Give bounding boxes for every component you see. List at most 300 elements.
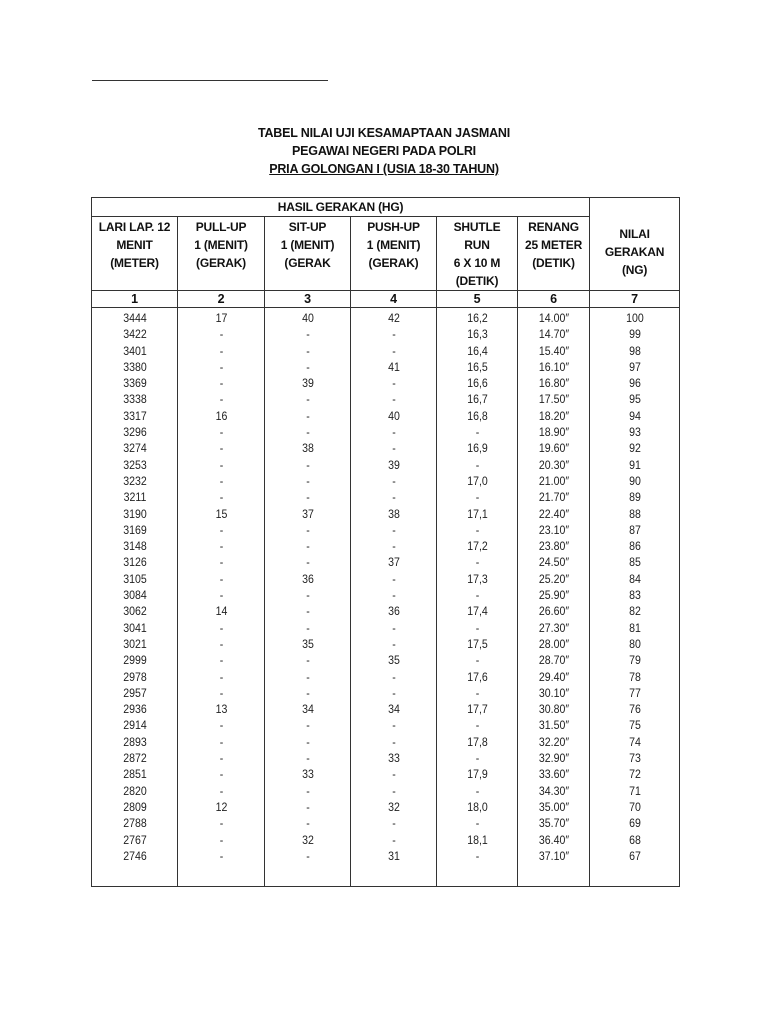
col2-label-1: PULL-UP (195, 220, 247, 234)
table-row (92, 636, 680, 652)
cell-shuttle-run: - (441, 848, 512, 864)
cell-pull-up: - (183, 440, 260, 456)
cell-sit-up: - (270, 343, 346, 359)
cell-lari: 3380 (97, 359, 173, 375)
column-header-renang (518, 217, 590, 291)
cell-push-up: 40 (356, 408, 432, 424)
table-row (92, 473, 680, 489)
score-table (91, 197, 680, 887)
table-row (92, 308, 680, 327)
cell-lari: 2851 (97, 766, 173, 782)
table-row (92, 359, 680, 375)
column-number: 4 (351, 291, 437, 308)
cell-shuttle-run: 16,2 (441, 308, 512, 327)
cell-sit-up: - (270, 620, 346, 636)
cell-renang: 20.30″ (522, 457, 585, 473)
cell-shuttle-run: 16,4 (441, 343, 512, 359)
cell-lari: 3401 (97, 343, 173, 359)
cell-lari: 2893 (97, 734, 173, 750)
table-row (92, 717, 680, 733)
cell-nilai: 74 (595, 734, 674, 750)
cell-shuttle-run: - (441, 587, 512, 603)
cell-pull-up: - (183, 815, 260, 831)
cell-shuttle-run: 17,3 (441, 571, 512, 587)
table-row (92, 766, 680, 782)
cell-lari: 3317 (97, 408, 173, 424)
cell-sit-up: - (270, 603, 346, 619)
empty-cell (595, 864, 674, 887)
col3-label-1: SIT-UP (288, 220, 327, 234)
cell-nilai: 94 (595, 408, 674, 424)
table-row (92, 489, 680, 505)
cell-push-up: - (356, 815, 432, 831)
cell-renang: 35.00″ (522, 799, 585, 815)
cell-shuttle-run: 16,5 (441, 359, 512, 375)
cell-nilai: 87 (595, 522, 674, 538)
cell-push-up: - (356, 832, 432, 848)
cell-shuttle-run: 17,2 (441, 538, 512, 554)
col6-label-3: (DETIK) (532, 256, 575, 270)
cell-sit-up: - (270, 815, 346, 831)
cell-shuttle-run: - (441, 457, 512, 473)
cell-renang: 33.60″ (522, 766, 585, 782)
cell-nilai: 83 (595, 587, 674, 603)
cell-nilai: 67 (595, 848, 674, 864)
cell-pull-up: - (183, 717, 260, 733)
cell-shuttle-run: - (441, 522, 512, 538)
cell-pull-up: - (183, 620, 260, 636)
cell-sit-up: - (270, 652, 346, 668)
column-number: 1 (92, 291, 178, 308)
cell-lari: 3148 (97, 538, 173, 554)
cell-renang: 26.60″ (522, 603, 585, 619)
column-number: 6 (518, 291, 590, 308)
cell-lari: 3084 (97, 587, 173, 603)
cell-shuttle-run: 17,1 (441, 506, 512, 522)
table-row (92, 457, 680, 473)
empty-cell (270, 864, 346, 887)
cell-nilai: 71 (595, 783, 674, 799)
cell-shuttle-run: 18,1 (441, 832, 512, 848)
cell-renang: 23.80″ (522, 538, 585, 554)
col4-label-3: (GERAK) (368, 256, 419, 270)
cell-nilai: 96 (595, 375, 674, 391)
cell-pull-up: - (183, 571, 260, 587)
cell-nilai: 99 (595, 326, 674, 342)
cell-sit-up: 39 (270, 375, 346, 391)
table-row (92, 391, 680, 407)
cell-push-up: 37 (356, 554, 432, 570)
cell-lari: 3062 (97, 603, 173, 619)
col2-label-2: 1 (MENIT) (194, 238, 248, 252)
cell-sit-up: - (270, 473, 346, 489)
cell-nilai: 90 (595, 473, 674, 489)
cell-shuttle-run: - (441, 783, 512, 799)
table-row (92, 848, 680, 864)
cell-sit-up: - (270, 685, 346, 701)
cell-sit-up: - (270, 326, 346, 342)
cell-shuttle-run: - (441, 554, 512, 570)
cell-push-up: - (356, 440, 432, 456)
col7-label-2: GERAKAN (604, 245, 665, 259)
cell-nilai: 72 (595, 766, 674, 782)
cell-sit-up: - (270, 799, 346, 815)
cell-push-up: - (356, 489, 432, 505)
cell-push-up: - (356, 669, 432, 685)
cell-lari: 2809 (97, 799, 173, 815)
cell-pull-up: - (183, 669, 260, 685)
cell-nilai: 79 (595, 652, 674, 668)
table-row (92, 815, 680, 831)
cell-nilai: 69 (595, 815, 674, 831)
table-row (92, 375, 680, 391)
cell-shuttle-run: 17,0 (441, 473, 512, 489)
cell-sit-up: - (270, 538, 346, 554)
table-row (92, 424, 680, 440)
cell-lari: 3296 (97, 424, 173, 440)
table-row (92, 440, 680, 456)
cell-lari: 3232 (97, 473, 173, 489)
cell-pull-up: - (183, 750, 260, 766)
table-bottom-padding (92, 864, 680, 887)
empty-cell (356, 864, 432, 887)
cell-nilai: 81 (595, 620, 674, 636)
cell-pull-up: - (183, 554, 260, 570)
cell-push-up: - (356, 717, 432, 733)
cell-pull-up: - (183, 343, 260, 359)
cell-sit-up: - (270, 489, 346, 505)
cell-push-up: - (356, 636, 432, 652)
cell-lari: 3190 (97, 506, 173, 522)
cell-push-up: - (356, 734, 432, 750)
cell-lari: 3444 (97, 308, 173, 327)
document-title (0, 124, 768, 178)
column-header-nilai-gerakan (590, 198, 680, 291)
cell-nilai: 91 (595, 457, 674, 473)
cell-renang: 19.60″ (522, 440, 585, 456)
table-row (92, 571, 680, 587)
cell-shuttle-run: 17,9 (441, 766, 512, 782)
cell-renang: 23.10″ (522, 522, 585, 538)
cell-renang: 15.40″ (522, 343, 585, 359)
cell-lari: 2957 (97, 685, 173, 701)
table-row (92, 685, 680, 701)
column-number-row (92, 291, 680, 308)
cell-sit-up: 34 (270, 701, 346, 717)
cell-pull-up: - (183, 538, 260, 554)
cell-renang: 30.10″ (522, 685, 585, 701)
cell-renang: 18.90″ (522, 424, 585, 440)
cell-lari: 2936 (97, 701, 173, 717)
col3-label-2: 1 (MENIT) (280, 238, 335, 252)
cell-pull-up: - (183, 473, 260, 489)
cell-sit-up: 33 (270, 766, 346, 782)
cell-sit-up: - (270, 522, 346, 538)
cell-lari: 3211 (97, 489, 173, 505)
column-number: 5 (437, 291, 518, 308)
title-line-3: PRIA GOLONGAN I (USIA 18-30 TAHUN) (269, 162, 499, 176)
cell-lari: 3105 (97, 571, 173, 587)
table-row (92, 799, 680, 815)
cell-sit-up: 38 (270, 440, 346, 456)
cell-push-up: 42 (356, 308, 432, 327)
column-header-lari (92, 217, 178, 291)
table-row (92, 701, 680, 717)
cell-lari: 3169 (97, 522, 173, 538)
cell-lari: 3338 (97, 391, 173, 407)
cell-nilai: 76 (595, 701, 674, 717)
cell-renang: 25.90″ (522, 587, 585, 603)
cell-nilai: 80 (595, 636, 674, 652)
cell-renang: 16.10″ (522, 359, 585, 375)
cell-push-up: - (356, 587, 432, 603)
cell-nilai: 84 (595, 571, 674, 587)
cell-lari: 3021 (97, 636, 173, 652)
cell-pull-up: 17 (183, 308, 260, 327)
cell-pull-up: - (183, 457, 260, 473)
table-row (92, 587, 680, 603)
cell-pull-up: - (183, 326, 260, 342)
table-row (92, 620, 680, 636)
col3-label-3: (GERAK (284, 256, 331, 270)
cell-shuttle-run: 16,7 (441, 391, 512, 407)
signature-line (92, 80, 328, 81)
cell-pull-up: 15 (183, 506, 260, 522)
col6-label-1: RENANG (528, 220, 579, 234)
cell-pull-up: - (183, 832, 260, 848)
table-row (92, 734, 680, 750)
cell-shuttle-run: 17,4 (441, 603, 512, 619)
table-row (92, 522, 680, 538)
cell-renang: 17.50″ (522, 391, 585, 407)
col5-label-3: 6 X 10 M (453, 256, 501, 270)
cell-sit-up: - (270, 750, 346, 766)
cell-nilai: 95 (595, 391, 674, 407)
cell-nilai: 92 (595, 440, 674, 456)
title-line-1: TABEL NILAI UJI KESAMAPTAAN JASMANI (257, 126, 511, 140)
cell-shuttle-run: - (441, 489, 512, 505)
cell-sit-up: - (270, 408, 346, 424)
cell-nilai: 85 (595, 554, 674, 570)
cell-shuttle-run: 17,6 (441, 669, 512, 685)
cell-nilai: 89 (595, 489, 674, 505)
cell-pull-up: - (183, 766, 260, 782)
cell-sit-up: - (270, 554, 346, 570)
column-header-push-up (351, 217, 437, 291)
cell-renang: 37.10″ (522, 848, 585, 864)
table-row (92, 554, 680, 570)
table-row (92, 669, 680, 685)
cell-lari: 2914 (97, 717, 173, 733)
cell-nilai: 73 (595, 750, 674, 766)
cell-push-up: - (356, 391, 432, 407)
col1-label-2: MENIT (116, 238, 153, 252)
title-line-2: PEGAWAI NEGERI PADA POLRI (292, 144, 476, 158)
cell-push-up: 32 (356, 799, 432, 815)
cell-pull-up: - (183, 522, 260, 538)
cell-shuttle-run: 18,0 (441, 799, 512, 815)
cell-renang: 30.80″ (522, 701, 585, 717)
empty-cell (522, 864, 585, 887)
cell-sit-up: - (270, 669, 346, 685)
cell-shuttle-run: 16,9 (441, 440, 512, 456)
column-header-pull-up (178, 217, 265, 291)
cell-sit-up: - (270, 717, 346, 733)
col6-label-2: 25 METER (524, 238, 583, 252)
table-row (92, 408, 680, 424)
cell-sit-up: 37 (270, 506, 346, 522)
cell-push-up: 35 (356, 652, 432, 668)
col4-label-2: 1 (MENIT) (366, 238, 421, 252)
table-row (92, 326, 680, 342)
cell-push-up: - (356, 473, 432, 489)
col1-label-3: (METER) (110, 256, 159, 270)
cell-renang: 34.30″ (522, 783, 585, 799)
cell-lari: 2978 (97, 669, 173, 685)
cell-push-up: 36 (356, 603, 432, 619)
cell-lari: 3422 (97, 326, 173, 342)
cell-pull-up: - (183, 424, 260, 440)
cell-lari: 2746 (97, 848, 173, 864)
cell-sit-up: - (270, 587, 346, 603)
cell-pull-up: - (183, 587, 260, 603)
cell-shuttle-run: 16,8 (441, 408, 512, 424)
cell-pull-up: - (183, 848, 260, 864)
cell-lari: 3274 (97, 440, 173, 456)
cell-lari: 3041 (97, 620, 173, 636)
table-row (92, 652, 680, 668)
cell-lari: 3126 (97, 554, 173, 570)
cell-renang: 21.00″ (522, 473, 585, 489)
col4-label-1: PUSH-UP (367, 220, 420, 234)
cell-shuttle-run: - (441, 815, 512, 831)
cell-renang: 24.50″ (522, 554, 585, 570)
cell-shuttle-run: - (441, 652, 512, 668)
col7-label-1: NILAI (619, 227, 650, 241)
cell-renang: 21.70″ (522, 489, 585, 505)
cell-nilai: 82 (595, 603, 674, 619)
cell-push-up: 31 (356, 848, 432, 864)
cell-renang: 28.00″ (522, 636, 585, 652)
table-row (92, 538, 680, 554)
cell-sit-up: 32 (270, 832, 346, 848)
table-row (92, 832, 680, 848)
cell-push-up: - (356, 343, 432, 359)
cell-sit-up: - (270, 848, 346, 864)
cell-pull-up: - (183, 489, 260, 505)
cell-renang: 27.30″ (522, 620, 585, 636)
cell-sit-up: - (270, 424, 346, 440)
empty-cell (441, 864, 512, 887)
cell-lari: 2788 (97, 815, 173, 831)
cell-push-up: - (356, 522, 432, 538)
cell-sit-up: 40 (270, 308, 346, 327)
cell-renang: 29.40″ (522, 669, 585, 685)
cell-push-up: - (356, 620, 432, 636)
cell-renang: 14.00″ (522, 308, 585, 327)
col7-label-3: (NG) (621, 263, 648, 277)
column-header-sit-up (265, 217, 351, 291)
cell-push-up: 33 (356, 750, 432, 766)
cell-pull-up: 12 (183, 799, 260, 815)
cell-shuttle-run: 17,5 (441, 636, 512, 652)
cell-pull-up: - (183, 375, 260, 391)
cell-push-up: - (356, 783, 432, 799)
cell-nilai: 75 (595, 717, 674, 733)
cell-lari: 3369 (97, 375, 173, 391)
cell-pull-up: - (183, 359, 260, 375)
cell-pull-up: 16 (183, 408, 260, 424)
cell-sit-up: - (270, 359, 346, 375)
group-header-hasil-gerakan: HASIL GERAKAN (HG) (92, 198, 590, 217)
cell-sit-up: - (270, 457, 346, 473)
cell-shuttle-run: 16,6 (441, 375, 512, 391)
cell-pull-up: - (183, 636, 260, 652)
cell-renang: 31.50″ (522, 717, 585, 733)
cell-renang: 36.40″ (522, 832, 585, 848)
table-row (92, 783, 680, 799)
cell-pull-up: - (183, 783, 260, 799)
table-row (92, 343, 680, 359)
cell-push-up: 34 (356, 701, 432, 717)
cell-shuttle-run: - (441, 750, 512, 766)
table-row (92, 603, 680, 619)
cell-push-up: - (356, 375, 432, 391)
cell-lari: 2999 (97, 652, 173, 668)
cell-nilai: 77 (595, 685, 674, 701)
table-body (92, 308, 680, 887)
cell-push-up: - (356, 571, 432, 587)
cell-shuttle-run: 17,8 (441, 734, 512, 750)
cell-push-up: - (356, 685, 432, 701)
cell-nilai: 88 (595, 506, 674, 522)
cell-nilai: 98 (595, 343, 674, 359)
cell-lari: 2820 (97, 783, 173, 799)
cell-shuttle-run: 16,3 (441, 326, 512, 342)
cell-nilai: 86 (595, 538, 674, 554)
cell-renang: 28.70″ (522, 652, 585, 668)
cell-renang: 22.40″ (522, 506, 585, 522)
cell-push-up: - (356, 326, 432, 342)
cell-sit-up: - (270, 391, 346, 407)
cell-shuttle-run: 17,7 (441, 701, 512, 717)
cell-nilai: 68 (595, 832, 674, 848)
col2-label-3: (GERAK) (196, 256, 246, 270)
cell-renang: 32.20″ (522, 734, 585, 750)
column-number: 7 (590, 291, 680, 308)
cell-renang: 25.20″ (522, 571, 585, 587)
col1-label-1: LARI LAP. 12 (98, 220, 171, 234)
cell-renang: 18.20″ (522, 408, 585, 424)
cell-renang: 14.70″ (522, 326, 585, 342)
cell-lari: 3253 (97, 457, 173, 473)
cell-renang: 32.90″ (522, 750, 585, 766)
cell-push-up: 38 (356, 506, 432, 522)
cell-pull-up: - (183, 734, 260, 750)
cell-pull-up: - (183, 652, 260, 668)
column-number: 3 (265, 291, 351, 308)
cell-shuttle-run: - (441, 717, 512, 733)
cell-sit-up: - (270, 734, 346, 750)
cell-nilai: 93 (595, 424, 674, 440)
cell-nilai: 100 (595, 308, 674, 327)
cell-nilai: 70 (595, 799, 674, 815)
cell-shuttle-run: - (441, 685, 512, 701)
cell-push-up: - (356, 424, 432, 440)
col5-label-2: RUN (464, 238, 490, 252)
col5-label-4: (DETIK) (455, 274, 499, 288)
cell-pull-up: 14 (183, 603, 260, 619)
